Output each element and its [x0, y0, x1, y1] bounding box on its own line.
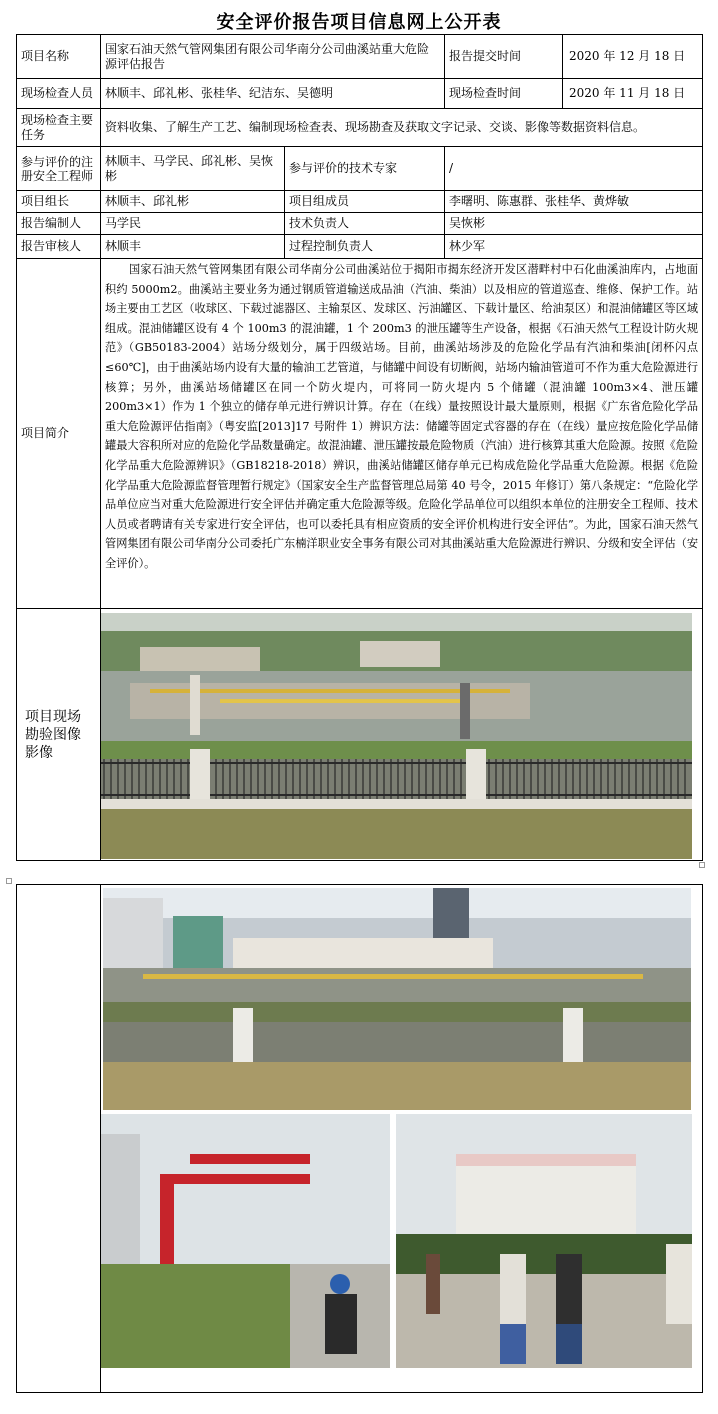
- tasks-label: 现场检查主要任务: [17, 109, 101, 147]
- photos-label-empty: [17, 885, 101, 1393]
- editor-label: 报告编制人: [17, 213, 101, 235]
- reviewer-value: 林顺丰: [101, 235, 285, 259]
- process-value: 林少军: [445, 235, 703, 259]
- page-title: 安全评价报告项目信息网上公开表: [216, 12, 502, 33]
- reviewer-label: 报告审核人: [17, 235, 101, 259]
- engineers-value: 林顺丰、马学民、邱礼彬、吴恢彬: [101, 147, 285, 191]
- table-start-marker: [6, 878, 12, 884]
- site-photo-4: [396, 1114, 692, 1368]
- editor-value: 马学民: [101, 213, 285, 235]
- engineers-label: 参与评价的注册安全工程师: [17, 147, 101, 191]
- tech-value: 吴恢彬: [445, 213, 703, 235]
- inspect-time-value: 2020 年 11 月 18 日: [563, 79, 703, 109]
- table-end-marker: [699, 862, 705, 868]
- leader-value: 林顺丰、邱礼彬: [101, 191, 285, 213]
- project-name-value: 国家石油天然气管网集团有限公司华南分公司曲溪站重大危险源评估报告: [101, 35, 445, 79]
- members-label: 项目组成员: [285, 191, 445, 213]
- photo-cell-2: [101, 885, 703, 1393]
- photos-label: 项目现场勘验图像影像: [17, 609, 101, 861]
- leader-label: 项目组长: [17, 191, 101, 213]
- submit-time-value: 2020 年 12 月 18 日: [563, 35, 703, 79]
- intro-text: 国家石油天然气管网集团有限公司华南分公司曲溪站位于揭阳市揭东经济开发区潜畔村中石化曲溪油库内，占地面积约 5000m2。曲溪站主要业务为通过钢质管道输送成品油（汽油、柴油）以及相应的管道巡查、维修、保护工作。站场主要由工艺区（收球区、下载过滤器区、主输泵区、发球区、污油罐区、下载计量区、给油泵区）和混油储罐区等区域组成。混油储罐区设有 4 个 100m3 的混油罐，1 个 200m3 的泄压罐等生产设备，根据《石油天然气工程设计防火规范》（GB50183-2004）站场分级划分，属于四级站场。目前，曲溪站场涉及的危险化学品有汽油和柴油[闭杯闪点≤60℃]，由于曲溪站场内设有大量的输油工艺管道，与储罐中间设有切断阀，站场内输油管道可不作为重大危险源进行核算；另外，曲溪站场储罐区在同一个防火堤内，可将同一防火堤内 5 个储罐（混油罐 100m3×4、泄压罐 200m3×1）作为 1 个独立的储存单元进行辨识计算。存在（在线）量按照设计最大量原则，根据《广东省危险化学品重大危险源评估指南》（粤安监[2013]17 号附件 1）辨识方法：储罐等固定式容器的存在（在线）量应按危险化学品储罐最大容积所对应的危险化学品数量确定。故混油罐、泄压罐按最危险物质（汽油）进行核算其重大危险源。按照《危险化学品重大危险源辨识》（GB18218-2018）辨识，曲溪站储罐区储存单元已构成危险化学品重大危险源。根据《危险化学品重大危险源监督管理暂行规定》（国家安全生产监督管理总局第 40 号令，2015 年修订）第八条规定：“危险化学品单位应当对重大危险源进行安全评估并确定重大危险源等级。危险化学品单位可以组织本单位的注册安全工程师、技术人员或者聘请有关专家进行安全评估，也可以委托具有相应资质的安全评价机构进行安全评估”。为此，国家石油天然气管网集团有限公司华南分公司委托广东楠洋职业安全事务有限公司对其曲溪站重大危险源进行辨识、分级和安全评估（安全评价）。: [101, 259, 703, 609]
- photo-table-2: [16, 884, 703, 1393]
- inspectors-label: 现场检查人员: [17, 79, 101, 109]
- process-label: 过程控制负责人: [285, 235, 445, 259]
- photo-cell: [101, 609, 703, 861]
- intro-label: 项目简介: [17, 259, 101, 609]
- submit-time-label: 报告提交时间: [445, 35, 563, 79]
- tasks-value: 资料收集、了解生产工艺、编制现场检查表、现场勘查及获取文字记录、交谈、影像等数据资料信息。: [101, 109, 703, 147]
- inspectors-value: 林顺丰、邱礼彬、张桂华、纪洁东、吴德明: [101, 79, 445, 109]
- tech-label: 技术负责人: [285, 213, 445, 235]
- experts-value: /: [445, 147, 703, 191]
- inspect-time-label: 现场检查时间: [445, 79, 563, 109]
- info-table: [16, 34, 703, 861]
- project-name-label: 项目名称: [17, 35, 101, 79]
- members-value: 李曙明、陈惠群、张桂华、黄烨敏: [445, 191, 703, 213]
- experts-label: 参与评价的技术专家: [285, 147, 445, 191]
- site-photo-3: [101, 1114, 391, 1368]
- site-photo-2: [103, 888, 691, 1110]
- site-photo-1: [101, 613, 693, 859]
